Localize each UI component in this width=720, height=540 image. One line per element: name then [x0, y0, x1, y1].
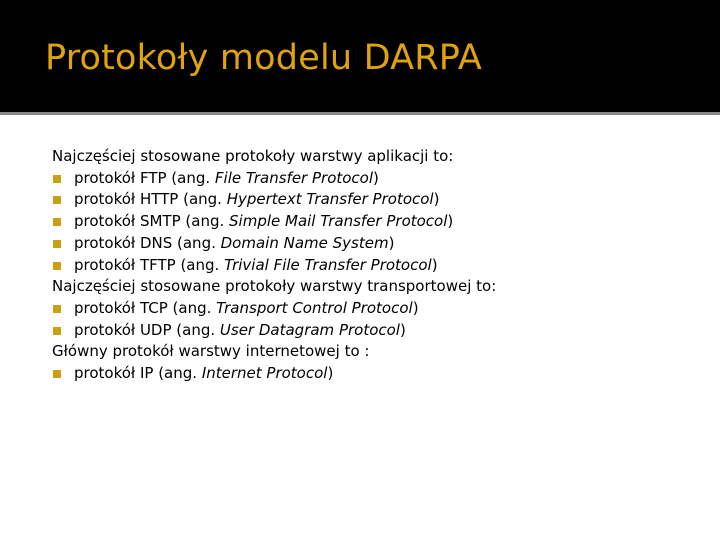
item-suffix: )	[412, 298, 419, 317]
item-prefix: protokół TCP (ang.	[74, 298, 217, 317]
item-prefix: protokół DNS (ang.	[74, 233, 221, 252]
slide-content	[52, 146, 702, 385]
title-divider	[0, 112, 720, 115]
item-prefix: protokół HTTP (ang.	[74, 190, 227, 209]
item-prefix: protokół TFTP (ang.	[74, 255, 225, 274]
square-bullet-icon	[53, 196, 61, 204]
item-prefix: protokół UDP (ang.	[74, 320, 220, 339]
square-bullet-icon	[53, 370, 61, 378]
section-heading-transport: Najczęściej stosowane protokoły warstwy transportowej to:	[52, 277, 497, 296]
slide-title: Protokoły modelu DARPA	[45, 38, 482, 78]
item-english-name: Domain Name System	[220, 233, 389, 252]
square-bullet-icon	[53, 327, 61, 335]
item-suffix: )	[373, 168, 379, 187]
item-suffix: )	[327, 364, 334, 383]
item-english-name: Simple Mail Transfer Protocol	[229, 212, 448, 231]
item-prefix: protokół FTP (ang.	[74, 168, 215, 187]
item-english-name: User Datagram Protocol	[219, 320, 400, 339]
item-english-name: Hypertext Transfer Protocol	[226, 190, 434, 209]
list-item-tftp	[52, 255, 702, 277]
square-bullet-icon	[53, 218, 61, 226]
item-suffix: )	[399, 320, 406, 339]
list-item-udp	[52, 320, 702, 342]
list-item-tcp	[52, 298, 702, 320]
list-item-http	[52, 189, 702, 211]
list-item-ip	[52, 363, 702, 385]
square-bullet-icon	[53, 262, 61, 270]
list-item-dns	[52, 233, 702, 255]
section-heading-application: Najczęściej stosowane protokoły warstwy aplikacji to:	[52, 147, 454, 165]
item-suffix: )	[388, 233, 395, 252]
list-item-ftp	[52, 168, 702, 190]
item-english-name: File Transfer Protocol	[214, 168, 374, 187]
item-prefix: protokół SMTP (ang.	[74, 212, 230, 231]
item-english-name: Internet Protocol	[201, 364, 328, 383]
item-prefix: protokół IP (ang.	[74, 364, 202, 383]
item-suffix: )	[433, 190, 440, 209]
item-english-name: Transport Control Protocol	[216, 298, 413, 317]
item-suffix: )	[447, 212, 454, 231]
item-english-name: Trivial File Transfer Protocol	[224, 255, 432, 274]
square-bullet-icon	[53, 175, 61, 183]
section-heading-internet: Główny protokół warstwy internetowej to :	[52, 342, 370, 361]
square-bullet-icon	[53, 240, 61, 248]
item-suffix: )	[431, 255, 438, 274]
list-item-smtp	[52, 211, 702, 233]
square-bullet-icon	[53, 305, 61, 313]
